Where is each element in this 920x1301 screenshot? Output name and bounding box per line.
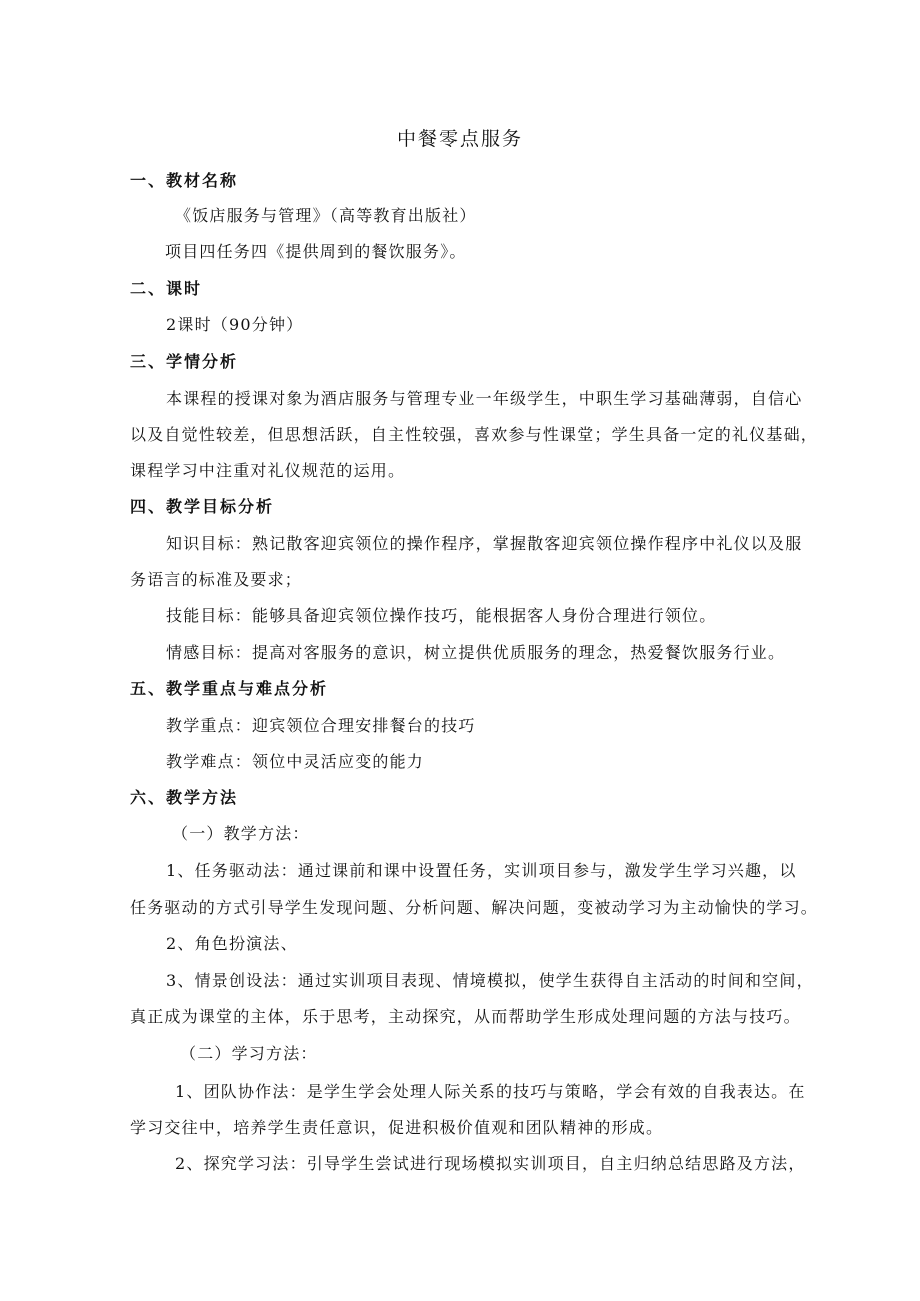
method-line: 3、情景创设法：通过实训项目表现、情境模拟，使学生获得自主活动的时间和空间， xyxy=(166,971,814,990)
learning-method-line: 1、团队协作法：是学生学会处理人际关系的技巧与策略，学会有效的自我表达。在 xyxy=(175,1082,806,1101)
paragraph-line: 课程学习中注重对礼仪规范的运用。 xyxy=(130,461,406,480)
knowledge-goal-line: 知识目标：熟记散客迎宾领位的操作程序，掌握散客迎宾领位操作程序中礼仪以及服 xyxy=(166,534,803,553)
section-1-heading: 一、教材名称 xyxy=(130,171,239,190)
skill-goal: 技能目标：能够具备迎宾领位操作技巧，能根据客人身份合理进行领位。 xyxy=(166,606,717,625)
class-hours: 2课时（90分钟） xyxy=(166,315,304,334)
section-5-heading: 五、教学重点与难点分析 xyxy=(130,679,329,698)
subsection-learning-methods: （二）学习方法： xyxy=(180,1044,318,1063)
textbook-name: 《饭店服务与管理》（高等教育出版社） xyxy=(175,206,477,225)
document-title: 中餐零点服务 xyxy=(396,128,523,150)
method-line: 1、任务驱动法：通过课前和课中设置任务，实训项目参与，激发学生学习兴趣，以 xyxy=(166,861,797,880)
learning-method-line: 学习交往中，培养学生责任意识，促进积极价值观和团队精神的形成。 xyxy=(130,1118,664,1137)
teaching-difficulty: 教学难点：领位中灵活应变的能力 xyxy=(166,752,425,771)
section-2-heading: 二、课时 xyxy=(130,279,203,298)
teaching-key-point: 教学重点：迎宾领位合理安排餐台的技巧 xyxy=(166,716,476,735)
knowledge-goal-line: 务语言的标准及要求； xyxy=(130,570,303,589)
project-task: 项目四任务四《提供周到的餐饮服务》。 xyxy=(165,242,467,261)
emotion-goal: 情感目标：提高对客服务的意识，树立提供优质服务的理念，热爱餐饮服务行业。 xyxy=(166,643,786,662)
section-4-heading: 四、教学目标分析 xyxy=(130,497,275,516)
learning-method-line: 2、探究学习法：引导学生尝试进行现场模拟实训项目，自主归纳总结思路及方法， xyxy=(175,1154,806,1173)
section-6-heading: 六、教学方法 xyxy=(130,788,239,807)
paragraph-line: 本课程的授课对象为酒店服务与管理专业一年级学生，中职生学习基础薄弱，自信心 xyxy=(166,389,803,408)
section-3-heading: 三、学情分析 xyxy=(130,352,239,371)
paragraph-line: 以及自觉性较差，但思想活跃，自主性较强，喜欢参与性课堂；学生具备一定的礼仪基础， xyxy=(130,425,819,444)
subsection-teaching-methods: （一）教学方法： xyxy=(172,824,310,843)
method-line: 任务驱动的方式引导学生发现问题、分析问题、解决问题，变被动学习为主动愉快的学习。 xyxy=(130,898,819,917)
method-item: 2、角色扮演法、 xyxy=(166,934,298,953)
method-line: 真正成为课堂的主体，乐于思考，主动探究，从而帮助学生形成处理问题的方法与技巧。 xyxy=(130,1007,801,1026)
